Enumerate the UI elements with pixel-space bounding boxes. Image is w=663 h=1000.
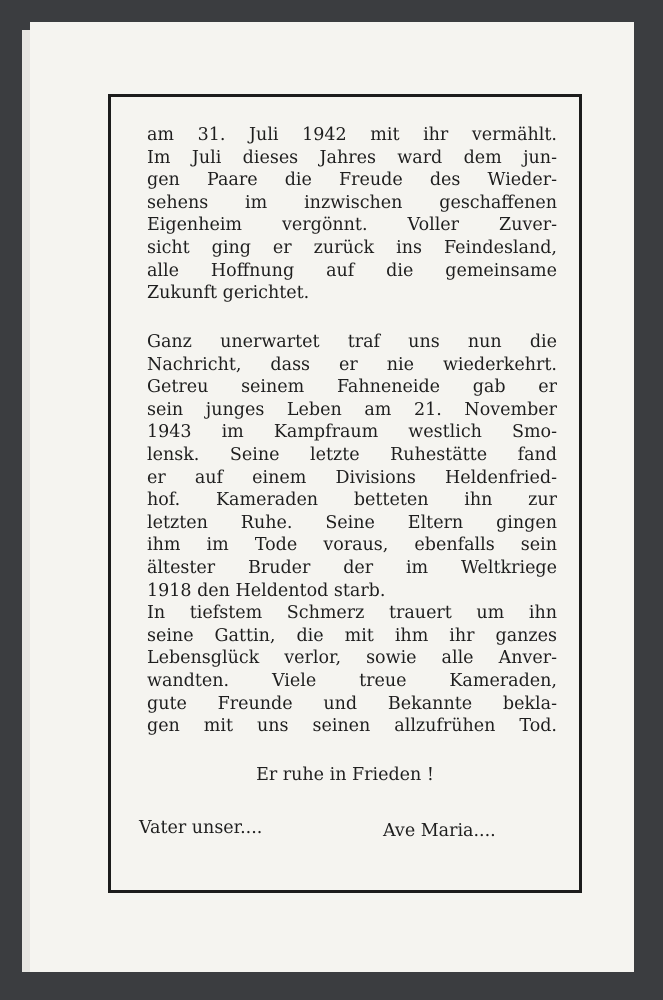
text-line: 1943 im Kampfraum westlich Smo- (147, 422, 557, 443)
memorial-card (30, 22, 634, 972)
text-line: ältester Bruder der im Weltkriege (147, 557, 557, 578)
text-line: alle Hoffnung auf die gemeinsame (147, 260, 557, 281)
prayer-vater-unser: Vater unser.... (139, 818, 263, 838)
text-line: wandten. Viele treue Kameraden, (147, 670, 557, 691)
text-line: Im Juli dieses Jahres ward dem jun- (147, 147, 557, 168)
text-line: Eigenheim vergönnt. Voller Zuver- (147, 215, 557, 236)
text-line: ihm im Tode voraus, ebenfalls sein (147, 535, 557, 556)
black-border-frame (108, 94, 582, 893)
text-line: gen mit uns seinen allzufrühen Tod. (147, 716, 557, 737)
text-line: gute Freunde und Bekannte bekla- (147, 693, 557, 714)
text-line: lensk. Seine letzte Ruhestätte fand (147, 444, 557, 465)
text-line: Getreu seinem Fahneneide gab er (147, 377, 557, 398)
text-line: er auf einem Divisions Heldenfried- (147, 467, 557, 488)
paragraph-death-notice (147, 331, 557, 738)
text-line: Zukunft gerichtet. (147, 283, 310, 304)
text-line: am 31. Juli 1942 mit ihr vermählt. (147, 125, 557, 145)
closing-blessing: Er ruhe in Frieden ! (256, 765, 434, 785)
text-line: Ganz unerwartet traf uns nun die (147, 332, 557, 352)
text-line: In tiefstem Schmerz trauert um ihn (147, 603, 557, 624)
prayer-ave-maria: Ave Maria.... (383, 821, 496, 841)
text-line: gen Paare die Freude des Wieder- (147, 170, 557, 191)
text-line: 1918 den Heldentod starb. (147, 580, 386, 601)
text-line: seine Gattin, die mit ihm ihr ganzes (147, 625, 557, 646)
paragraph-marriage (147, 124, 557, 305)
text-line: Nachricht, dass er nie wiederkehrt. (147, 354, 557, 375)
background-bottom-edge (0, 972, 663, 1000)
text-line: sehens im inzwischen geschaffenen (147, 192, 557, 213)
text-line: sicht ging er zurück ins Feindesland, (147, 237, 557, 258)
text-line: sein junges Leben am 21. November (147, 399, 557, 420)
text-line: Lebensglück verlor, sowie alle Anver- (147, 648, 557, 669)
text-line: letzten Ruhe. Seine Eltern gingen (147, 512, 557, 533)
text-line: hof. Kameraden betteten ihn zur (147, 490, 557, 511)
